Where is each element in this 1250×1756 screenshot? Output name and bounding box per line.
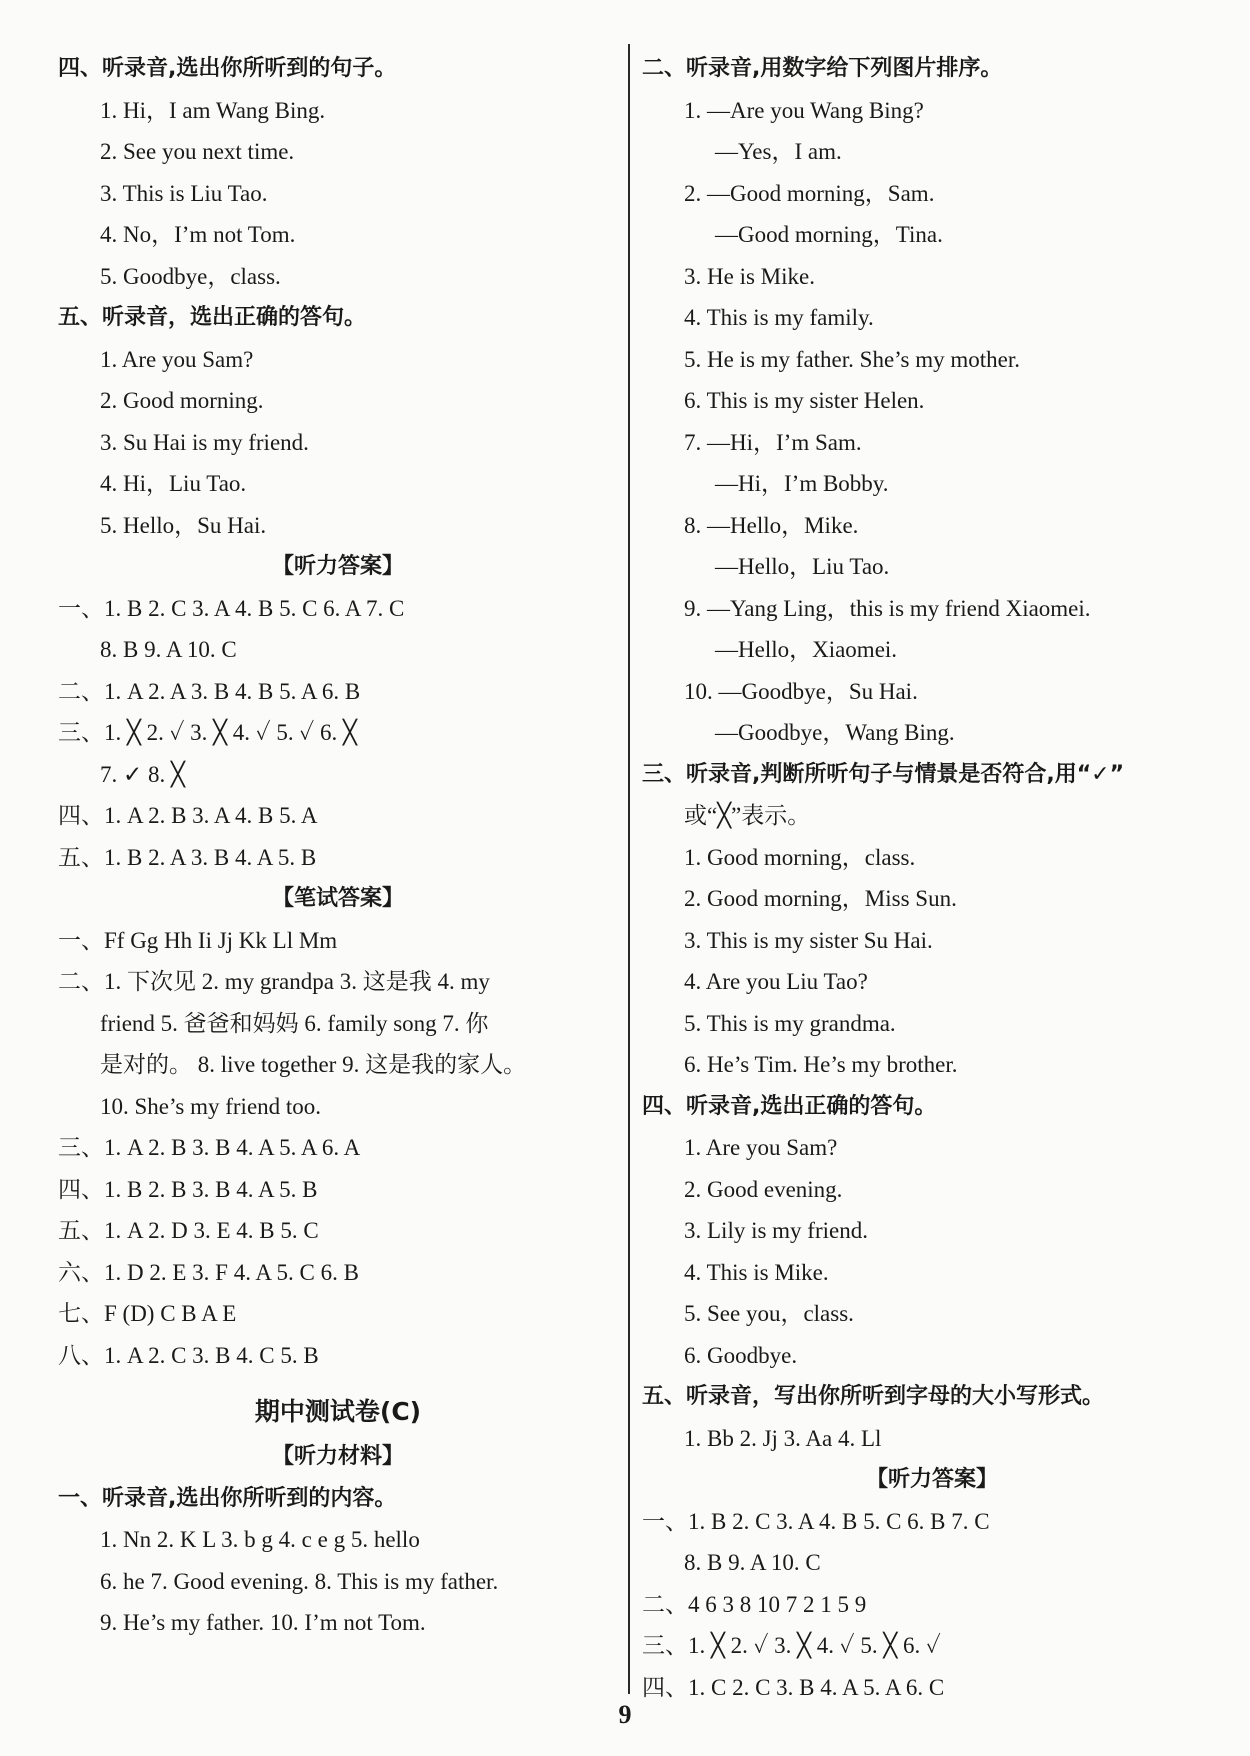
text-line: 八、1. A 2. C 3. B 4. C 5. B bbox=[58, 1342, 319, 1368]
text-line: 7. ✓ 8. ╳ bbox=[100, 761, 185, 787]
text-line: 5. Goodbye，class. bbox=[100, 263, 281, 289]
text-line: —Hi，I’m Bobby. bbox=[715, 471, 889, 496]
text-line: 1. Hi，I am Wang Bing. bbox=[100, 97, 326, 123]
text-line: 四、1. B 2. B 3. B 4. A 5. B bbox=[58, 1176, 318, 1202]
text-line: 4. This is Mike. bbox=[684, 1259, 829, 1285]
section-heading: 三、听录音,判断所听句子与情景是否符合,用“✓” bbox=[642, 761, 1125, 787]
section-heading: 四、听录音,选出正确的答句。 bbox=[642, 1093, 937, 1119]
text-line: 一、1. B 2. C 3. A 4. B 5. C 6. B 7. C bbox=[642, 1508, 990, 1534]
text-line: —Hello，Xiaomei. bbox=[715, 637, 898, 662]
answer-heading: 【听力答案】 bbox=[865, 1467, 998, 1492]
text-line: 或“╳”表示。 bbox=[684, 803, 811, 828]
section-heading: 五、听录音，选出正确的答句。 bbox=[58, 305, 367, 330]
text-line: 1. Good morning，class. bbox=[684, 844, 916, 870]
text-line: 三、1. ╳ 2. ✓ 3. ╳ 4. ✓ 5. ✓ 6. ╳ bbox=[58, 720, 357, 745]
text-line: 1. Are you Sam? bbox=[684, 1135, 838, 1160]
text-line: 10. She’s my friend too. bbox=[100, 1093, 322, 1119]
section-heading: 二、听录音,用数字给下列图片排序。 bbox=[642, 56, 1003, 81]
text-line: 三、1. A 2. B 3. B 4. A 5. A 6. A bbox=[58, 1135, 361, 1160]
text-line: 二、4 6 3 8 10 7 2 1 5 9 bbox=[642, 1591, 867, 1617]
text-line: 4. Hi，Liu Tao. bbox=[100, 471, 247, 496]
text-line: 2. Good evening. bbox=[684, 1176, 843, 1202]
text-line: 3. Su Hai is my friend. bbox=[100, 429, 309, 455]
text-line: 5. He is my father. She’s my mother. bbox=[684, 346, 1021, 372]
text-line: 3. This is Liu Tao. bbox=[100, 180, 268, 206]
text-line: 3. He is Mike. bbox=[684, 263, 815, 289]
text-line: 6. he 7. Good evening. 8. This is my father. bbox=[100, 1568, 499, 1594]
text-line: 5. This is my grandma. bbox=[684, 1010, 896, 1036]
text-line: 三、1. ╳ 2. ✓ 3. ╳ 4. ✓ 5. ╳ 6. ✓ bbox=[642, 1633, 941, 1658]
text-line: 四、1. C 2. C 3. B 4. A 5. A 6. C bbox=[642, 1674, 945, 1700]
text-line: 是对的。 8. live together 9. 这是我的家人。 bbox=[100, 1052, 527, 1077]
text-line: 二、1. A 2. A 3. B 4. B 5. A 6. B bbox=[58, 678, 361, 704]
text-line: 8. B 9. A 10. C bbox=[684, 1550, 821, 1575]
text-line: 1. Are you Sam? bbox=[100, 346, 254, 372]
text-line: 6. Goodbye. bbox=[684, 1342, 798, 1368]
text-line: 9. —Yang Ling，this is my friend Xiaomei. bbox=[684, 595, 1091, 621]
text-line: 4. This is my family. bbox=[684, 305, 874, 330]
text-line: 七、F (D) C B A E bbox=[58, 1301, 237, 1326]
text-line: 5. See you，class. bbox=[684, 1301, 854, 1326]
text-line: —Yes，I am. bbox=[715, 139, 842, 164]
text-line: 2. See you next time. bbox=[100, 139, 295, 164]
text-line: —Good morning，Tina. bbox=[715, 222, 943, 247]
answer-heading: 【笔试答案】 bbox=[271, 886, 404, 911]
text-line: 8. B 9. A 10. C bbox=[100, 637, 237, 662]
text-line: 一、Ff Gg Hh Ii Jj Kk Ll Mm bbox=[58, 927, 338, 953]
text-line: 6. He’s Tim. He’s my brother. bbox=[684, 1052, 958, 1077]
text-line: 1. —Are you Wang Bing? bbox=[684, 97, 924, 123]
text-line: 7. —Hi，I’m Sam. bbox=[684, 429, 862, 455]
text-line: —Hello，Liu Tao. bbox=[715, 554, 890, 579]
text-line: 6. This is my sister Helen. bbox=[684, 388, 925, 413]
text-line: 3. Lily is my friend. bbox=[684, 1218, 868, 1243]
page-number: 9 bbox=[618, 1700, 632, 1729]
text-line: 5. Hello，Su Hai. bbox=[100, 512, 267, 538]
text-line: 1. Nn 2. K L 3. b g 4. c e g 5. hello bbox=[100, 1527, 420, 1552]
section-heading: 五、听录音，写出你所听到字母的大小写形式。 bbox=[642, 1384, 1105, 1409]
text-line: 3. This is my sister Su Hai. bbox=[684, 927, 933, 953]
text-line: 10. —Goodbye，Su Hai. bbox=[684, 678, 918, 704]
section-heading: 四、听录音,选出你所听到的句子。 bbox=[58, 56, 397, 81]
answer-heading: 【听力材料】 bbox=[271, 1444, 404, 1469]
right-column bbox=[642, 48, 1222, 1708]
answer-heading: 【听力答案】 bbox=[271, 554, 404, 579]
text-line: 2. —Good morning，Sam. bbox=[684, 180, 935, 206]
text-line: 六、1. D 2. E 3. F 4. A 5. C 6. B bbox=[58, 1259, 359, 1285]
text-line: 五、1. B 2. A 3. B 4. A 5. B bbox=[58, 844, 317, 870]
section-heading: 一、听录音,选出你所听到的内容。 bbox=[58, 1485, 397, 1511]
text-line: friend 5. 爸爸和妈妈 6. family song 7. 你 bbox=[100, 1010, 489, 1036]
text-line: 1. Bb 2. Jj 3. Aa 4. Ll bbox=[684, 1425, 882, 1451]
text-line: 4. No，I’m not Tom. bbox=[100, 222, 296, 247]
text-line: 9. He’s my father. 10. I’m not Tom. bbox=[100, 1610, 426, 1635]
text-line: 五、1. A 2. D 3. E 4. B 5. C bbox=[58, 1218, 319, 1243]
text-line: —Goodbye，Wang Bing. bbox=[715, 720, 955, 745]
text-line: 2. Good morning. bbox=[100, 388, 264, 413]
text-line: 四、1. A 2. B 3. A 4. B 5. A bbox=[58, 803, 318, 828]
text-line: 4. Are you Liu Tao? bbox=[684, 969, 868, 994]
column-divider bbox=[628, 44, 630, 1694]
text-line: 二、1. 下次见 2. my grandpa 3. 这是我 4. my bbox=[58, 969, 490, 994]
text-line: 2. Good morning，Miss Sun. bbox=[684, 886, 957, 911]
text-line: 一、1. B 2. C 3. A 4. B 5. C 6. A 7. C bbox=[58, 595, 405, 621]
text-line: 8. —Hello，Mike. bbox=[684, 512, 859, 538]
answer-heading: 期中测试卷(C) bbox=[254, 1397, 422, 1426]
left-column bbox=[58, 48, 618, 1644]
